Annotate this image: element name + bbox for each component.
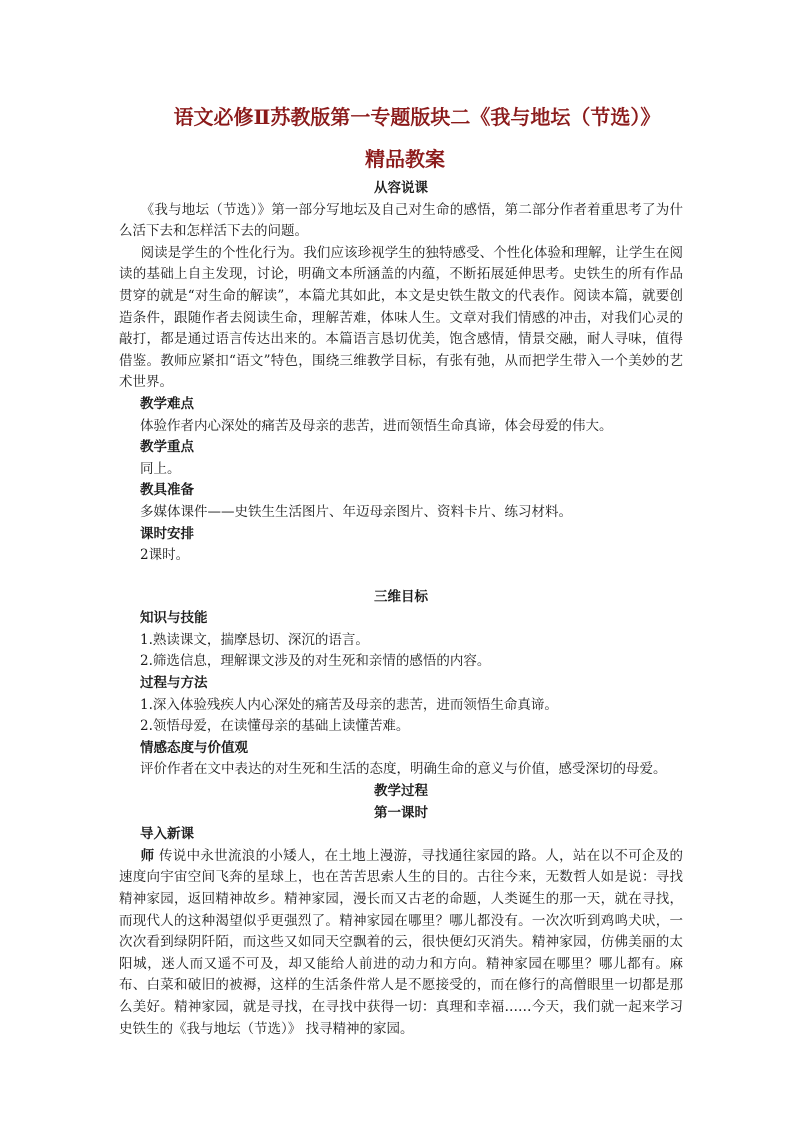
section-heading-congrong: 从容说课 — [374, 180, 428, 196]
intro-paragraph-2: 阅读是学生的个性化行为。我们应该珍视学生的独特感受、个性化体验和理解，让学生在阅读的基础上自主发现，讨论，明确文本所涵盖的内蕴，不断拓展延伸思考。史铁生的所有作品贯穿的就是“对生命的解读”，本篇尤其如此，本文是史铁生散文的代表作。阅读本篇，就要创造条件，跟随作者去阅读生命，理解苦难，体味人生。文章对我们情感的冲击，对我们心灵的敲打，都是通过语言传达出来的。本篇语言恳切优美，饱含感情，情景交融，耐人寻味，值得借鉴。教师应紧扣“语文”特色，围绕三维教学目标，有张有弛，从而把学生带入一个美妙的艺术世界。 — [119, 244, 683, 391]
heading-zhishi: 知识与技能 — [140, 610, 208, 627]
document-body — [119, 178, 683, 1040]
heading-zhongdian: 教学重点 — [140, 439, 194, 456]
text-qinggan: 评价作者在文中表达的对生死和生活的态度，明确生命的意义与价值，感受深切的母爱。 — [140, 761, 667, 778]
text-keshi: 2课时。 — [140, 547, 190, 564]
speaker-label: 师 — [140, 847, 155, 864]
heading-jiaoju: 教具准备 — [140, 482, 194, 499]
text-zhishi-1: 1.熟读课文，揣摩恳切、深沉的语言。 — [140, 631, 369, 648]
heading-guocheng-fangfa: 过程与方法 — [140, 675, 208, 692]
text-jiaoju: 多媒体课件——史铁生生活图片、年迈母亲图片、资料卡片、练习材料。 — [140, 503, 572, 520]
section-heading-diyi-keshi: 第一课时 — [374, 804, 428, 821]
heading-qinggan: 情感态度与价值观 — [140, 739, 248, 756]
document-subtitle: 精品教案 — [365, 147, 445, 171]
document-title: 语文必修Ⅱ苏教版第一专题版块二《我与地坛（节选）》 — [173, 105, 661, 129]
text-zhishi-2: 2.筛选信息，理解课文涉及的对生死和亲情的感悟的内容。 — [140, 653, 491, 670]
section-heading-sanwei: 三维目标 — [374, 588, 428, 605]
text-guocheng-1: 1.深入体验残疾人内心深处的痛苦及母亲的悲苦，进而领悟生命真谛。 — [140, 696, 558, 713]
text-guocheng-2: 2.领悟母爱，在读懂母亲的基础上读懂苦难。 — [140, 718, 410, 735]
heading-keshi: 课时安排 — [140, 525, 194, 542]
text-nandian: 体验作者内心深处的痛苦及母亲的悲苦，进而领悟生命真谛，体会母爱的伟大。 — [140, 417, 613, 434]
intro-paragraph-1: 《我与地坛（节选）》第一部分写地坛及自己对生命的感悟，第二部分作者着重思考了为什么活下去和怎样活下去的问题。 — [119, 201, 683, 240]
heading-nandian: 教学难点 — [140, 395, 194, 412]
text-zhongdian: 同上。 — [140, 460, 181, 477]
daoru-text: 传说中永世流浪的小矮人，在土地上漫游，寻找通往家园的路。人，站在以不可企及的速度向宇宙空间飞奔的星球上，也在苦苦思索人生的目的。古往今来，无数哲人如是说：寻找精神家园，返回精神故乡。精神家园，漫长而又古老的命题，人类诞生的那一天，就在寻找，而现代人的这种渴望似乎更强烈了。精神家园在哪里？哪儿都没有。一次次听到鸡鸣犬吠，一次次看到绿阴阡陌，而这些又如同天空飘着的云，很快便幻灭消失。精神家园，仿佛美丽的太阳城，迷人而又遥不可及，却又能给人前进的动力和方向。精神家园在哪里？哪儿都有。麻布、白菜和破旧的被褥，这样的生活条件常人是不愿接受的，而在修行的高僧眼里一切都是那么美好。精神家园，就是寻找，在寻找中获得一切：真理和幸福……今天，我们就一起来学习史铁生的《我与地坛（节选）》 找寻精神的家园。 — [119, 847, 684, 1037]
spacer — [119, 567, 683, 587]
heading-daoru: 导入新课 — [140, 826, 194, 843]
daoru-paragraph — [119, 846, 683, 1040]
section-heading-jiaoxue-guocheng: 教学过程 — [374, 783, 428, 800]
